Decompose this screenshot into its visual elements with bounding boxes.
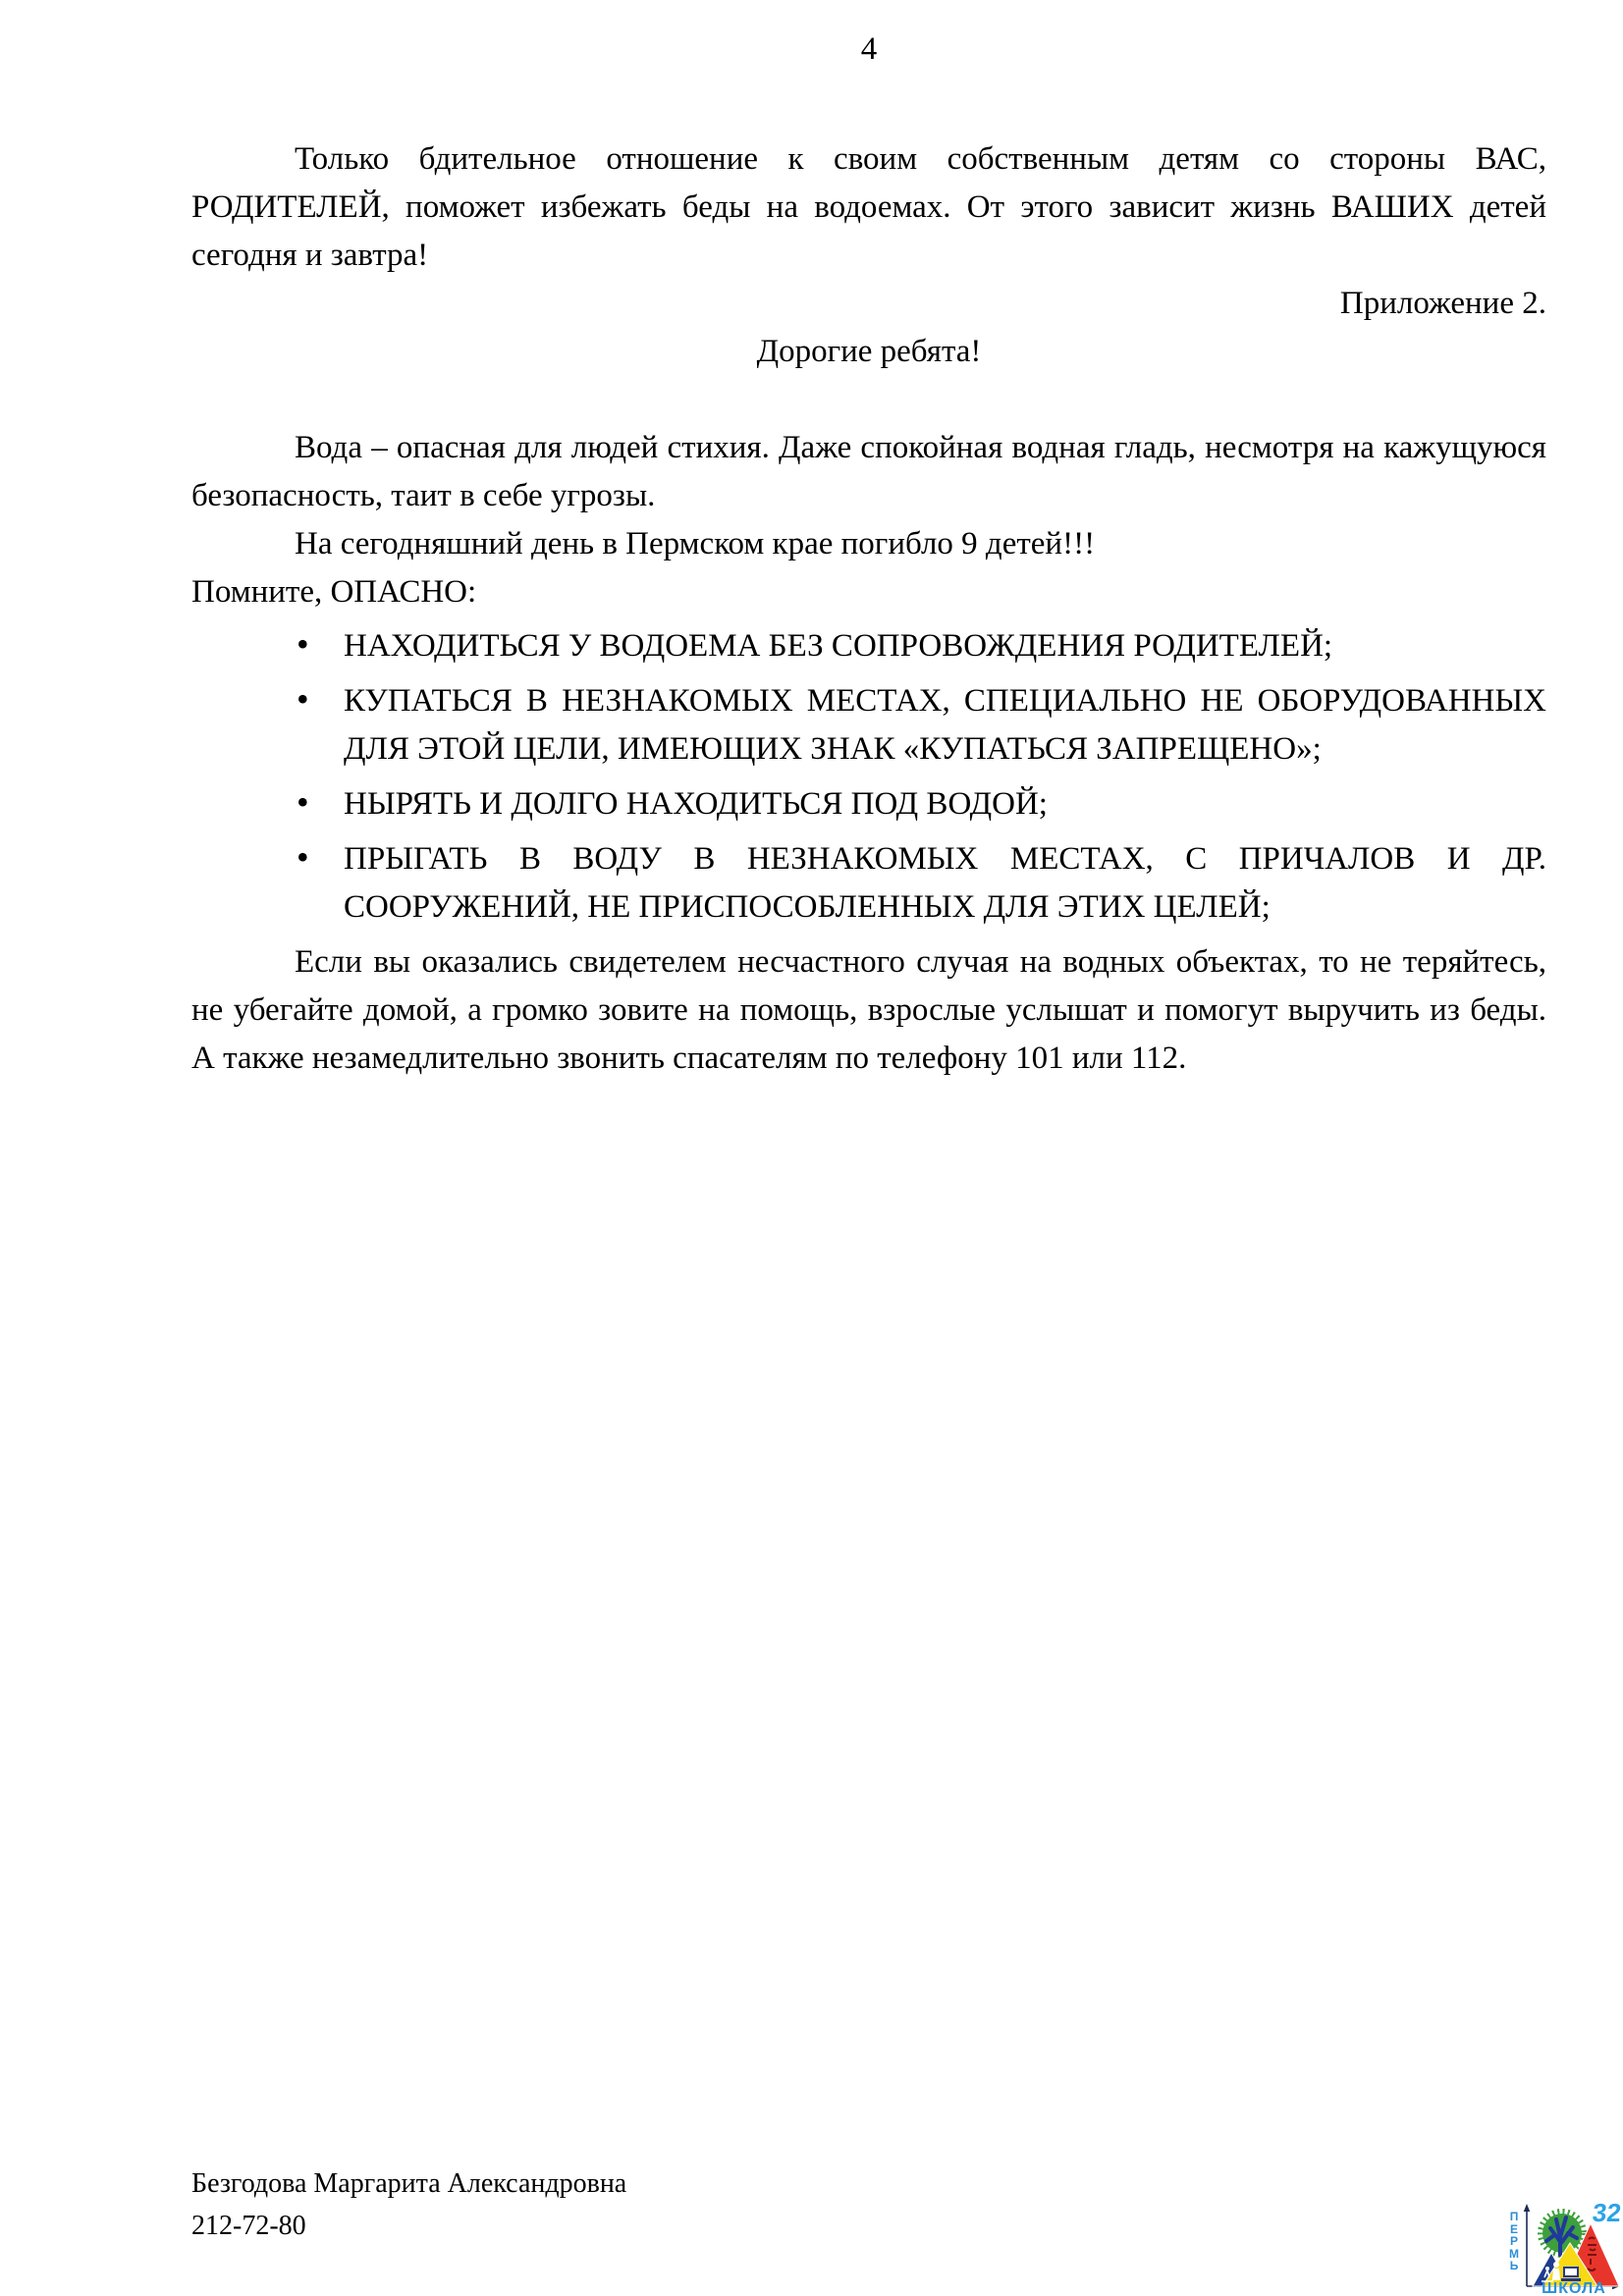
paragraph-parents-warning: Только бдительное отношение к своим собственным детям со стороны ВАС, РОДИТЕЛЕЙ, поможет избежать беды на водоемах. От этого зависит жизнь ВАШИХ детей сегодня и завтра!	[191, 141, 1546, 273]
logo-city-text: ПЕРМЬ	[1509, 2210, 1519, 2272]
bullet-icon: •	[297, 782, 309, 822]
document-content	[0, 0, 1623, 1083]
blank-line	[191, 376, 1546, 424]
tree-icon	[1541, 2212, 1584, 2255]
contact-phone: 212-72-80	[191, 2211, 306, 2241]
list-item-text: КУПАТЬСЯ В НЕЗНАКОМЫХ МЕСТАХ, СПЕЦИАЛЬНО НЕ ОБОРУДОВАННЫХ ДЛЯ ЭТОЙ ЦЕЛИ, ИМЕЮЩИХ ЗНАК «КУПАТЬСЯ ЗАПРЕЩЕНО»;	[344, 683, 1546, 767]
list-item-text: НАХОДИТЬСЯ У ВОДОЕМА БЕЗ СОПРОВОЖДЕНИЯ РОДИТЕЛЕЙ;	[344, 628, 1333, 664]
bullet-icon: •	[297, 624, 309, 664]
bullet-icon: •	[297, 837, 309, 877]
danger-list	[191, 622, 1546, 932]
list-item	[191, 622, 1546, 670]
contact-name: Безгодова Маргарита Александровна	[191, 2168, 627, 2199]
list-item-text: НЫРЯТЬ И ДОЛГО НАХОДИТЬСЯ ПОД ВОДОЙ;	[344, 786, 1048, 822]
logo-school-number: 32	[1591, 2198, 1623, 2227]
logo-school-label: ШКОЛА	[1542, 2280, 1606, 2296]
list-intro: Помните, ОПАСНО:	[191, 574, 477, 610]
greeting-heading: Дорогие ребята!	[756, 334, 982, 369]
school-logo	[1505, 2198, 1623, 2296]
paragraph-help-instructions: Если вы оказались свидетелем несчастного случая на водных объектах, то не теряйтесь, не убегайте домой, а громко зовите на помощь, взрослые услышат и помогут выручить из беды. А также незамедлительно звонить спасателям по телефону 101 или 112.	[191, 944, 1546, 1076]
appendix-label: Приложение 2.	[1339, 286, 1546, 321]
bullet-icon: •	[297, 679, 309, 719]
paragraph-water-danger: Вода – опасная для людей стихия. Даже спокойная водная гладь, несмотря на кажущуюся безопасность, таит в себе угрозы.	[191, 430, 1546, 513]
paragraph-statistics: На сегодняшний день в Пермском крае погибло 9 детей!!!	[295, 526, 1096, 561]
list-item	[191, 677, 1546, 774]
page-number: 4	[860, 31, 878, 67]
list-item	[191, 835, 1546, 932]
footer-contact	[191, 2163, 626, 2247]
list-item-text: ПРЫГАТЬ В ВОДУ В НЕЗНАКОМЫХ МЕСТАХ, С ПРИЧАЛОВ И ДР. СООРУЖЕНИЙ, НЕ ПРИСПОСОБЛЕННЫХ ДЛЯ ЭТИХ ЦЕЛЕЙ;	[344, 841, 1546, 925]
list-item	[191, 780, 1546, 828]
